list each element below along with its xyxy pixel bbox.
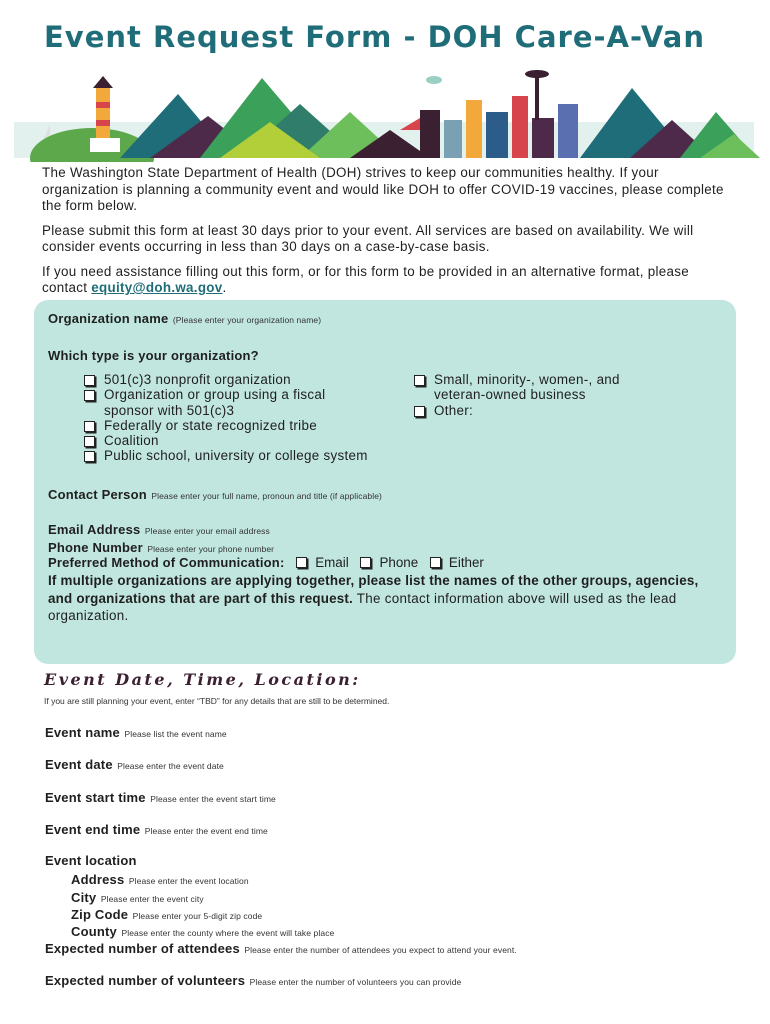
- checkbox-icon[interactable]: [414, 375, 425, 386]
- type-option-small-business[interactable]: [414, 372, 664, 403]
- event-section-heading: Event Date, Time, Location:: [44, 670, 361, 689]
- checkbox-icon[interactable]: [430, 557, 441, 568]
- event-name-field[interactable]: [45, 724, 227, 742]
- type-option-label: Federally or state recognized tribe: [104, 417, 317, 433]
- checkbox-icon[interactable]: [84, 436, 95, 447]
- organization-name-field[interactable]: [48, 310, 321, 328]
- type-option-label: 501(c)3 nonprofit organization: [104, 372, 291, 387]
- phone-number-label: Phone Number: [48, 540, 143, 555]
- pref-option-either[interactable]: [430, 555, 484, 570]
- type-option-fiscal-sponsor[interactable]: [84, 387, 374, 418]
- contact-person-hint: Please enter your full name, pronoun and title (if applicable): [151, 491, 382, 501]
- address-field[interactable]: [71, 871, 249, 889]
- organization-panel: [34, 300, 736, 664]
- checkbox-icon[interactable]: [84, 451, 95, 462]
- event-start-time-hint: Please enter the event start time: [150, 794, 276, 804]
- event-name-label: Event name: [45, 725, 120, 740]
- event-date-field[interactable]: [45, 756, 224, 774]
- type-option-label: Organization or group using a fiscal sponsor with 501(c)3: [104, 387, 326, 418]
- type-option-label: Small, minority-, women-, and veteran-owned business: [434, 372, 620, 403]
- pref-option-phone[interactable]: [360, 555, 418, 570]
- preferred-communication-label: Preferred Method of Communication:: [48, 555, 285, 570]
- event-location-label: Event location: [45, 853, 137, 868]
- event-name-hint: Please list the event name: [124, 729, 227, 739]
- county-field[interactable]: [71, 923, 334, 941]
- organization-type-options-left: [84, 372, 374, 464]
- checkbox-icon[interactable]: [84, 421, 95, 432]
- event-start-time-label: Event start time: [45, 790, 146, 805]
- type-option-coalition[interactable]: [84, 433, 374, 448]
- type-option-other[interactable]: [414, 403, 664, 418]
- zip-code-field[interactable]: [71, 906, 262, 924]
- multiple-organizations-label: If multiple organizations are applying together, please list the names of the other groups, agencies, and organizations that are part of this request.: [48, 573, 699, 606]
- organization-name-label: Organization name: [48, 311, 169, 326]
- pref-option-label: Phone: [379, 555, 419, 570]
- intro-text-before-link: If you need assistance filling out this form, or for this form to be provided in an alternative format, please contact: [42, 263, 690, 295]
- checkbox-icon[interactable]: [84, 390, 95, 401]
- expected-volunteers-field[interactable]: [45, 972, 461, 990]
- type-option-school[interactable]: [84, 448, 374, 463]
- type-option-label: Coalition: [104, 433, 159, 449]
- checkbox-icon[interactable]: [296, 557, 307, 568]
- email-address-label: Email Address: [48, 522, 141, 537]
- intro-text-after-link: .: [222, 280, 227, 295]
- pref-option-label: Email: [315, 555, 349, 570]
- intro-text: [42, 165, 732, 305]
- expected-attendees-field[interactable]: [45, 940, 517, 958]
- event-date-label: Event date: [45, 757, 113, 772]
- multiple-organizations-field[interactable]: [48, 572, 718, 625]
- organization-name-hint: (Please enter your organization name): [172, 315, 322, 325]
- contact-person-label: Contact Person: [48, 487, 147, 502]
- organization-type-options-right: [414, 372, 664, 418]
- pref-option-label: Either: [448, 555, 484, 570]
- address-hint: Please enter the event location: [128, 876, 249, 886]
- type-option-tribe[interactable]: [84, 418, 374, 433]
- email-address-field[interactable]: [48, 521, 270, 539]
- city-hint: Please enter the event city: [100, 894, 204, 904]
- organization-type-question: Which type is your organization?: [48, 348, 259, 363]
- intro-paragraph-3: [42, 264, 732, 297]
- type-option-label: Public school, university or college system: [104, 448, 368, 464]
- intro-paragraph-2: Please submit this form at least 30 days prior to your event. All services are based on availability. We will consider events occurring in less than 30 days on a case-by-case basis.: [42, 222, 694, 254]
- city-field[interactable]: [71, 889, 204, 907]
- expected-attendees-label: Expected number of attendees: [45, 941, 240, 956]
- form-title: Event Request Form - DOH Care-A-Van: [44, 20, 705, 54]
- event-end-time-field[interactable]: [45, 821, 268, 839]
- event-start-time-field[interactable]: [45, 789, 276, 807]
- checkbox-icon[interactable]: [84, 375, 95, 386]
- expected-volunteers-hint: Please enter the number of volunteers you can provide: [249, 977, 462, 987]
- type-option-nonprofit[interactable]: [84, 372, 374, 387]
- event-section-note: If you are still planning your event, enter “TBD” for any details that are still to be determined.: [44, 696, 390, 706]
- expected-attendees-hint: Please enter the number of attendees you expect to attend your event.: [244, 945, 517, 955]
- event-end-time-hint: Please enter the event end time: [144, 826, 268, 836]
- expected-volunteers-label: Expected number of volunteers: [45, 973, 246, 988]
- equity-email-link[interactable]: equity@doh.wa.gov: [91, 280, 223, 295]
- intro-paragraph-1: The Washington State Department of Health (DOH) strives to keep our communities healthy. If your organization is planning a community event and would like DOH to offer COVID-19 vaccines, please complete the form below.: [42, 165, 724, 213]
- zip-code-hint: Please enter your 5-digit zip code: [132, 911, 263, 921]
- county-label: County: [71, 924, 117, 939]
- phone-number-hint: Please enter your phone number: [147, 544, 275, 554]
- event-end-time-label: Event end time: [45, 822, 141, 837]
- email-address-hint: Please enter your email address: [144, 526, 270, 536]
- washington-landscape-banner: [0, 60, 770, 162]
- address-label: Address: [71, 872, 125, 887]
- preferred-communication-row: [48, 555, 484, 570]
- city-label: City: [71, 890, 97, 905]
- county-hint: Please enter the county where the event will take place: [121, 928, 335, 938]
- zip-code-label: Zip Code: [71, 907, 129, 922]
- checkbox-icon[interactable]: [414, 406, 425, 417]
- event-date-hint: Please enter the event date: [117, 761, 224, 771]
- contact-person-field[interactable]: [48, 486, 382, 504]
- type-option-label: Other:: [434, 402, 474, 418]
- multiple-organizations-note: The contact information above will used as the lead organization.: [48, 590, 677, 623]
- pref-option-email[interactable]: [296, 555, 348, 570]
- checkbox-icon[interactable]: [360, 557, 371, 568]
